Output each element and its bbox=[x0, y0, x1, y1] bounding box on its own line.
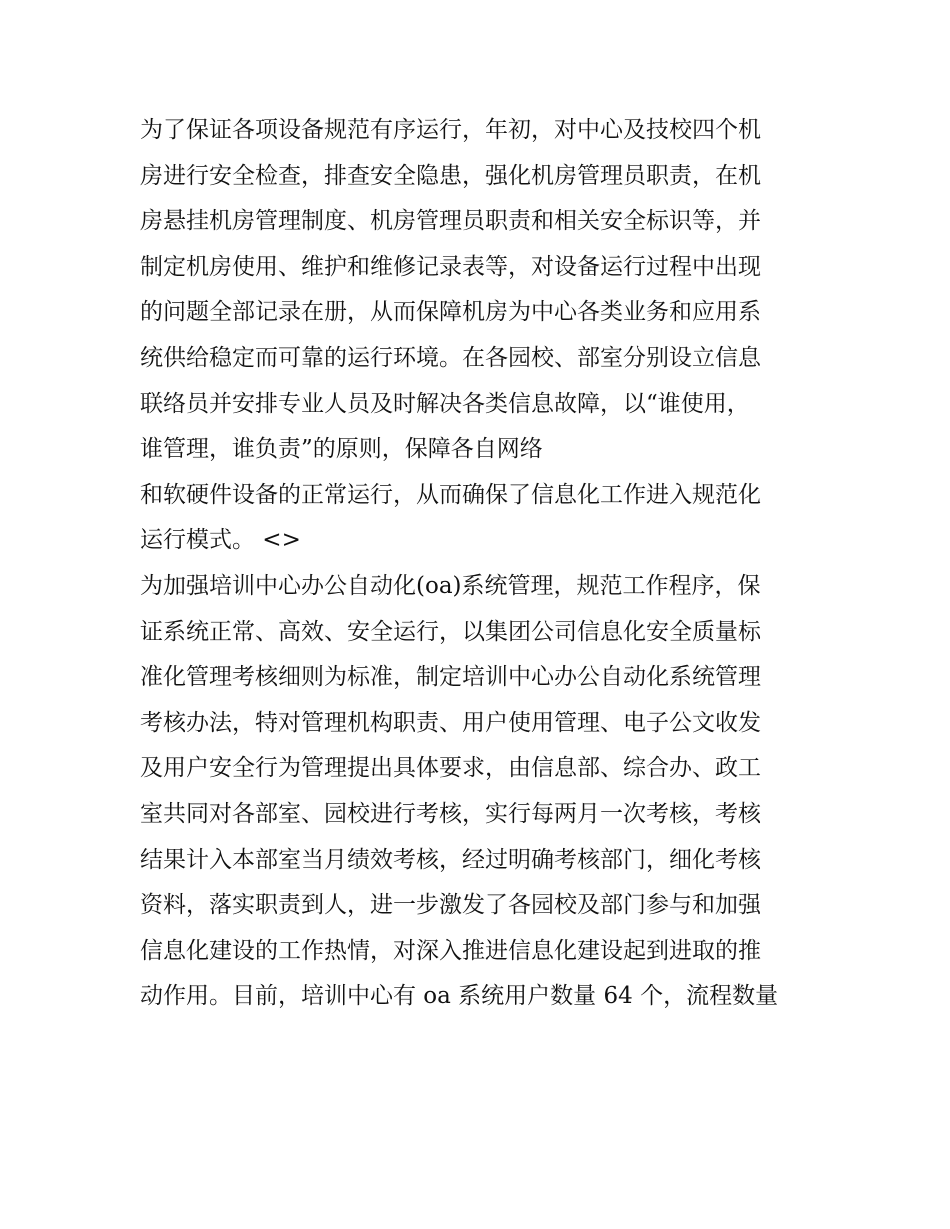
text-line: 结果计入本部室当月绩效考核，经过明确考核部门，细化考核 bbox=[140, 846, 761, 873]
text-line: 室共同对各部室、园校进行考核，实行每两月一次考核，考核 bbox=[140, 800, 761, 827]
text-line: 制定机房使用、维护和维修记录表等，对设备运行过程中出现 bbox=[140, 253, 761, 280]
text-line: 为了保证各项设备规范有序运行，年初，对中心及技校四个机 bbox=[140, 117, 761, 143]
text-line: 准化管理考核细则为标准，制定培训中心办公自动化系统管理 bbox=[140, 664, 761, 691]
text-line: 为加强培训中心办公自动化(oa)系统管理，规范工作程序，保 bbox=[140, 572, 761, 599]
text-line: 的问题全部记录在册，从而保障机房为中心各类业务和应用系 bbox=[140, 299, 761, 326]
text-line: 房进行安全检查，排查安全隐患，强化机房管理员职责，在机 bbox=[140, 162, 761, 189]
text-line: 信息化建设的工作热情，对深入推进信息化建设起到进取的推 bbox=[140, 937, 761, 964]
text-line: 考核办法，特对管理机构职责、用户使用管理、电子公文收发 bbox=[140, 709, 761, 736]
text-line: 动作用。目前，培训中心有 oa 系统用户数量 64 个，流程数量 bbox=[140, 983, 779, 1010]
text-line: 资料，落实职责到人，进一步激发了各园校及部门参与和加强 bbox=[140, 892, 761, 919]
text-line: 和软硬件设备的正常运行，从而确保了信息化工作进入规范化 bbox=[140, 481, 761, 508]
text-line: 统供给稳定而可靠的运行环境。在各园校、部室分别设立信息 bbox=[140, 344, 761, 371]
text-line: 房悬挂机房管理制度、机房管理员职责和相关安全标识等，并 bbox=[140, 208, 761, 235]
text-line: 运行模式。 <> bbox=[140, 527, 301, 554]
text-line: 及用户安全行为管理提出具体要求，由信息部、综合办、政工 bbox=[140, 755, 761, 782]
text-line: 谁管理，谁负责”的原则，保障各自网络 bbox=[140, 436, 543, 463]
text-line: 证系统正常、高效、安全运行，以集团公司信息化安全质量标 bbox=[140, 618, 761, 645]
text-line: 联络员并安排专业人员及时解决各类信息故障，以“谁使用， bbox=[140, 390, 750, 417]
body-text bbox=[140, 108, 820, 1020]
